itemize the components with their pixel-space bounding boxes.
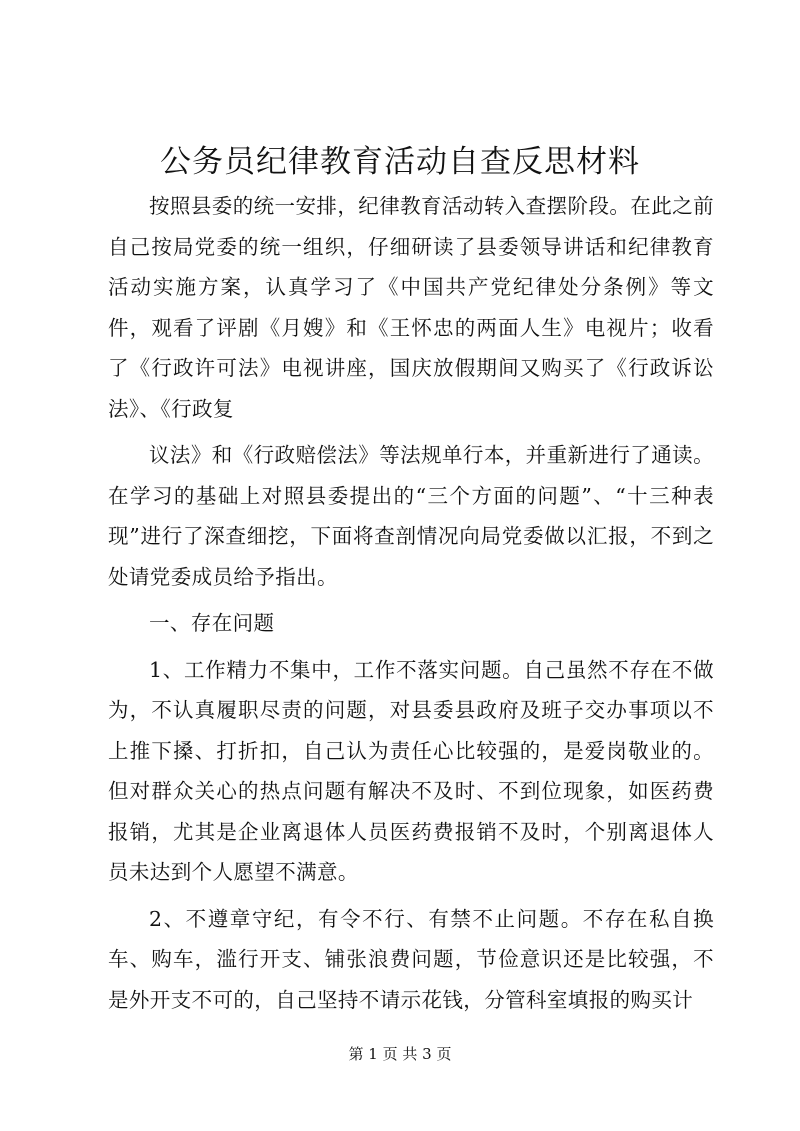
document-body — [108, 186, 714, 1020]
paragraph-intro: 按照县委的统一安排，纪律教育活动转入查摆阶段。在此之前自己按局党委的统一组织，仔细研读了县委领导讲话和纪律教育活动实施方案，认真学习了《中国共产党纪律处分条例》等文件，观看了评剧《月嫂》和《王怀忠的两面人生》电视片；收看了《行政许可法》电视讲座，国庆放假期间又购买了《行政诉讼法》、《行政复 — [108, 194, 714, 421]
section-heading-problems: 一、存在问题 — [149, 611, 275, 635]
paragraph-continuation: 议法》和《行政赔偿法》等法规单行本，并重新进行了通读。在学习的基础上对照县委提出的“三个方面的问题”、“十三种表现”进行了深查细挖，下面将查剖情况向局党委做以汇报，不到之处请党委成员给予指出。 — [108, 443, 714, 589]
document-title: 公务员纪律教育活动自查反思材料 — [160, 144, 640, 180]
page-number-footer: 第 1 页 共 3 页 — [348, 1045, 452, 1063]
paragraph-item-2: 2、不遵章守纪，有令不行、有禁不止问题。不存在私自换车、购车，滥行开支、铺张浪费问题，节俭意识还是比较强，不是外开支不可的，自己坚持不请示花钱，分管科室填报的购买计 — [108, 906, 714, 1012]
paragraph-item-1: 1、工作精力不集中，工作不落实问题。自己虽然不存在不做为，不认真履职尽责的问题，对县委县政府及班子交办事项以不上推下搡、打折扣，自己认为责任心比较强的，是爱岗敬业的。但对群众关心的热点问题有解决不及时、不到位现象，如医药费报销，尤其是企业离退体人员医药费报销不及时，个别离退体人员未达到个人愿望不满意。 — [108, 657, 714, 884]
